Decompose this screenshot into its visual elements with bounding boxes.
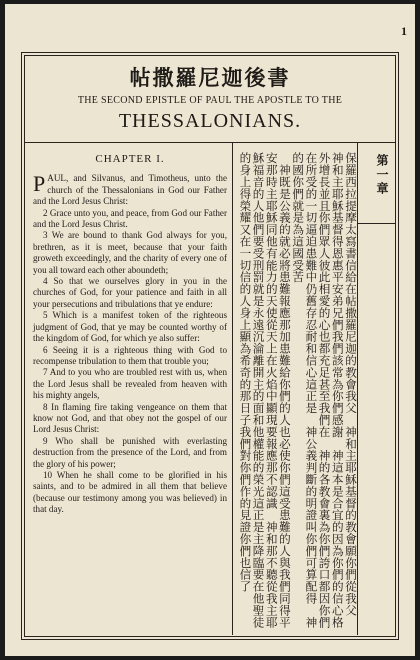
verse-8: 8 In flaming fire taking vengeance on them that know not God, and that obey not the gospel of our Lord Jesus Christ: — [33, 401, 227, 435]
verse-7: 7 And to you who are troubled rest with us, when the Lord Jesus shall be revealed from heaven with his mighty angels, — [33, 367, 227, 401]
drop-cap: P — [33, 171, 46, 197]
bible-page — [5, 4, 415, 656]
english-title: THESSALONIANS. — [118, 110, 302, 132]
verse-6: 6 Seeing it is a righteous thing with God to recompense tribulation to them that trouble you; — [33, 344, 227, 366]
page-number: 1 — [401, 24, 407, 38]
header-divider — [24, 142, 396, 143]
english-column — [33, 154, 227, 516]
verse-10: 10 When he shall come to be glorified in his saints, and to be admired in all them that believe (because our testimony among you was believed) in that day. — [33, 469, 227, 515]
verse-3: 3 We are bound to thank God always for you, brethren, as it is meet, because that your faith groweth exceedingly, and the charity of every one of you all toward each other aboundeth; — [33, 230, 227, 275]
chapter-heading: CHAPTER I. — [95, 153, 165, 165]
verse-1: PAUL, and Silvanus, and Timotheus, unto the church of the Thessalonians in God our Father and the Lord Jesus Christ: — [33, 171, 227, 207]
chinese-paragraph-1: 保羅西拉提摩太寫書信給在帖撒羅尼迦的教會我父 神和主耶穌基督的教會願你們從我父 神和主耶穌基督得恩惠平安弟兄們我們該常為你們感謝 神這本是合宜的因為你們的信心格外增長並且你們眾人彼此相愛的心也都充足甚至我們在 神的各教會裏為你們誇口都因你們在所受的一切逼迫患難中仍舊存忍耐和信心這正是 神公義判斷的明證叫你們可算配得 神的國你們就是為這國受苦 — [291, 152, 358, 629]
chinese-paragraph-2: 神既是公義的就必將患難報應那加患難給你們的人也必使你們這受患難的人與我們同得平安那時主耶穌同他有能力的天使從天上在火焰中顯現要報應那不認識 神和那不聽從我主耶穌福音的人他們要受刑罰就是永遠沉淪離開主的面和他權能的榮光這正是主降臨要在他聖徒的身上得榮耀又在一切信的人身上顯為希奇的那日子我們對你們作的見證你們也信了 — [238, 152, 292, 628]
english-subtitle: THE SECOND EPISTLE OF PAUL THE APOSTLE TO THE — [77, 95, 343, 106]
chinese-column — [239, 152, 357, 630]
verse-5: 5 Which is a manifest token of the righteous judgment of God, that ye may be counted worthy of the kingdom of God, for which ye also suffer: — [33, 310, 227, 344]
column-divider — [232, 143, 233, 635]
verse-9: 9 Who shall be punished with everlasting destruction from the presence of the Lord, and from the glory of his power; — [33, 435, 227, 469]
chinese-chapter-label: 第一章 — [375, 154, 389, 196]
verse-4: 4 So that we ourselves glory in you in the churches of God, for your patience and faith in all your persecutions and tribulations that ye endure: — [33, 276, 227, 309]
verse-2: 2 Grace unto you, and peace, from God our Father and the Lord Jesus Christ. — [33, 207, 227, 230]
chinese-title: 帖撒羅尼迦後書 — [129, 65, 291, 90]
